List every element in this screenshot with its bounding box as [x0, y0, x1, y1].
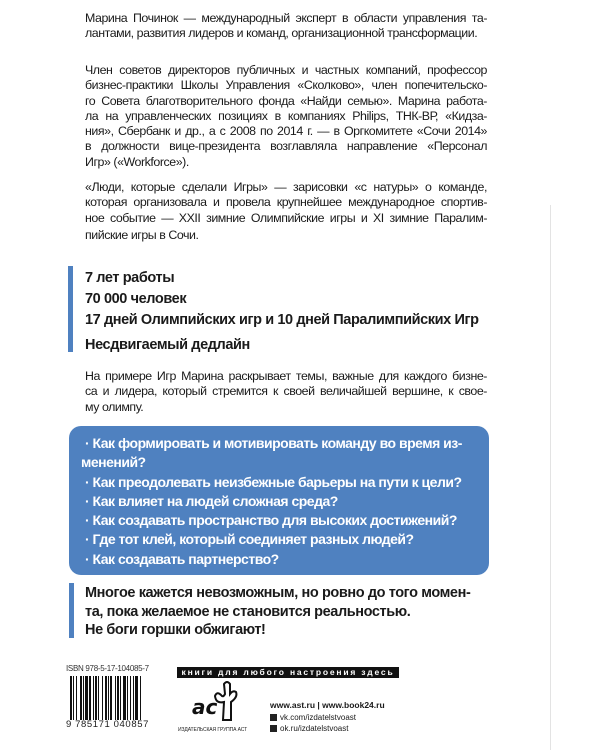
- quote-accent-bar: [69, 583, 74, 638]
- ast-logo-icon: [190, 680, 240, 722]
- vk-link[interactable]: [270, 713, 356, 722]
- text-line: ное событие — XXII зимние Олимпийские игры и XI зимние Паралим-: [85, 210, 487, 225]
- stat-item: 70 000 человек: [85, 291, 187, 307]
- text-line: ла на управленческих позициях в компаниях Philips, ТНК-ВР, «Кидза-: [85, 108, 487, 123]
- barcode-stripe: [102, 676, 103, 720]
- svg-text:ас: ас: [192, 695, 218, 719]
- barcode-stripe: [83, 676, 84, 720]
- barcode-stripe: [80, 676, 82, 720]
- ok-link-text[interactable]: ok.ru/izdatelstvoast: [280, 724, 349, 733]
- barcode-stripe: [127, 676, 128, 720]
- bio-paragraph-2: [85, 63, 487, 170]
- text-line: в должности вице-президента возглавляла направление «Персонал: [85, 139, 487, 154]
- publisher-name: ИЗДАТЕЛЬСКАЯ ГРУППА АСТ: [178, 727, 248, 733]
- question-item: менений?: [81, 454, 146, 471]
- barcode-number: 9 785171 040857: [66, 719, 149, 730]
- questions-box: [69, 426, 489, 575]
- text-line: Игр» («Workforce»).: [85, 154, 189, 169]
- text-line: му олимпу.: [85, 399, 144, 414]
- quote-line: та, пока желаемое не становится реальностью.: [85, 603, 411, 620]
- barcode-stripe: [130, 676, 131, 720]
- barcode-stripe: [135, 676, 138, 720]
- barcode-stripe: [123, 676, 126, 720]
- barcode-stripe: [98, 676, 99, 720]
- ok-icon: [270, 725, 277, 732]
- text-line: пийские игры в Сочи.: [85, 227, 199, 242]
- text-line: На примере Игр Марина раскрывает темы, важные для каждого бизне-: [85, 369, 487, 383]
- text-line: го Совета благотворительного фонда «Найди семью». Марина работа-: [85, 93, 487, 108]
- question-item: · Где тот клей, который соединяет разных людей?: [85, 531, 414, 548]
- question-item: · Как создавать партнерство?: [85, 550, 279, 567]
- barcode-stripe: [89, 676, 91, 720]
- text-line: бизнес-практики Школы Управления «Сколково», член попечительско-: [85, 78, 487, 93]
- text-line: лантами, развития лидеров и команд, организационной трансформации.: [85, 26, 478, 41]
- page-edge-line: [550, 205, 551, 750]
- intro-paragraph: [85, 369, 487, 415]
- vk-icon: [270, 714, 277, 721]
- text-line: са и лидера, который стремится к своей величайшей вершине, к свое-: [85, 384, 487, 399]
- barcode-stripe: [133, 676, 134, 720]
- stat-item: 7 лет работы: [85, 270, 175, 286]
- slogan-banner: книги для любого настроения здесь: [177, 667, 399, 678]
- quote-line: Не боги горшки обжигают!: [85, 622, 266, 638]
- barcode-stripe: [93, 676, 94, 720]
- text-line: Член советов директоров публичных и частных компаний, профессор: [85, 63, 487, 77]
- barcode-stripe: [110, 676, 112, 720]
- barcode-stripe: [70, 676, 72, 720]
- barcode-stripe: [108, 676, 109, 720]
- text-line: которая организовала и провела крупнейшее международное спортив-: [85, 195, 487, 210]
- quote-line: Многое кажется невозможным, но ровно до того момен-: [85, 585, 471, 601]
- question-item: · Как преодолевать неизбежные барьеры на пути к цели?: [85, 473, 462, 490]
- barcode-stripe: [117, 676, 119, 720]
- barcode-stripe: [85, 676, 88, 720]
- bio-paragraph-1: [85, 11, 487, 42]
- barcode-stripe: [76, 676, 77, 720]
- question-item: · Как создавать пространство для высоких достижений?: [85, 512, 457, 529]
- ok-link[interactable]: [270, 724, 348, 733]
- stats-accent-bar: [68, 266, 73, 352]
- stat-item: Несдвигаемый дедлайн: [85, 337, 250, 353]
- stats-list: [85, 268, 479, 356]
- publisher-urls[interactable]: www.ast.ru | www.book24.ru: [270, 700, 385, 710]
- barcode-stripe: [120, 676, 121, 720]
- vk-link-text[interactable]: vk.com/izdatelstvoast: [280, 713, 357, 722]
- barcode-stripe: [73, 676, 74, 720]
- closing-quote: [85, 584, 470, 640]
- bio-paragraph-3: [85, 180, 487, 243]
- barcode-stripe: [115, 676, 116, 720]
- text-line: ния», Сбербанк и др., а с 2008 по 2014 г. — в Оргкомитете «Сочи 2014»: [85, 124, 487, 139]
- barcode-stripe: [140, 676, 141, 720]
- barcode-icon: [66, 676, 162, 720]
- stat-item: 17 дней Олимпийских игр и 10 дней Паралимпийских Игр: [85, 312, 479, 328]
- text-line: «Люди, которые сделали Игры» — зарисовки «с натуры» о команде,: [85, 180, 487, 194]
- question-item: · Как формировать и мотивировать команду во время из-: [85, 435, 462, 451]
- barcode-stripe: [95, 676, 97, 720]
- question-item: · Как влияет на людей сложная среда?: [85, 492, 338, 509]
- isbn-label: ISBN 978-5-17-104085-7: [66, 664, 149, 673]
- text-line: Марина Починок — международный эксперт в области управления та-: [85, 11, 487, 25]
- barcode-stripe: [105, 676, 107, 720]
